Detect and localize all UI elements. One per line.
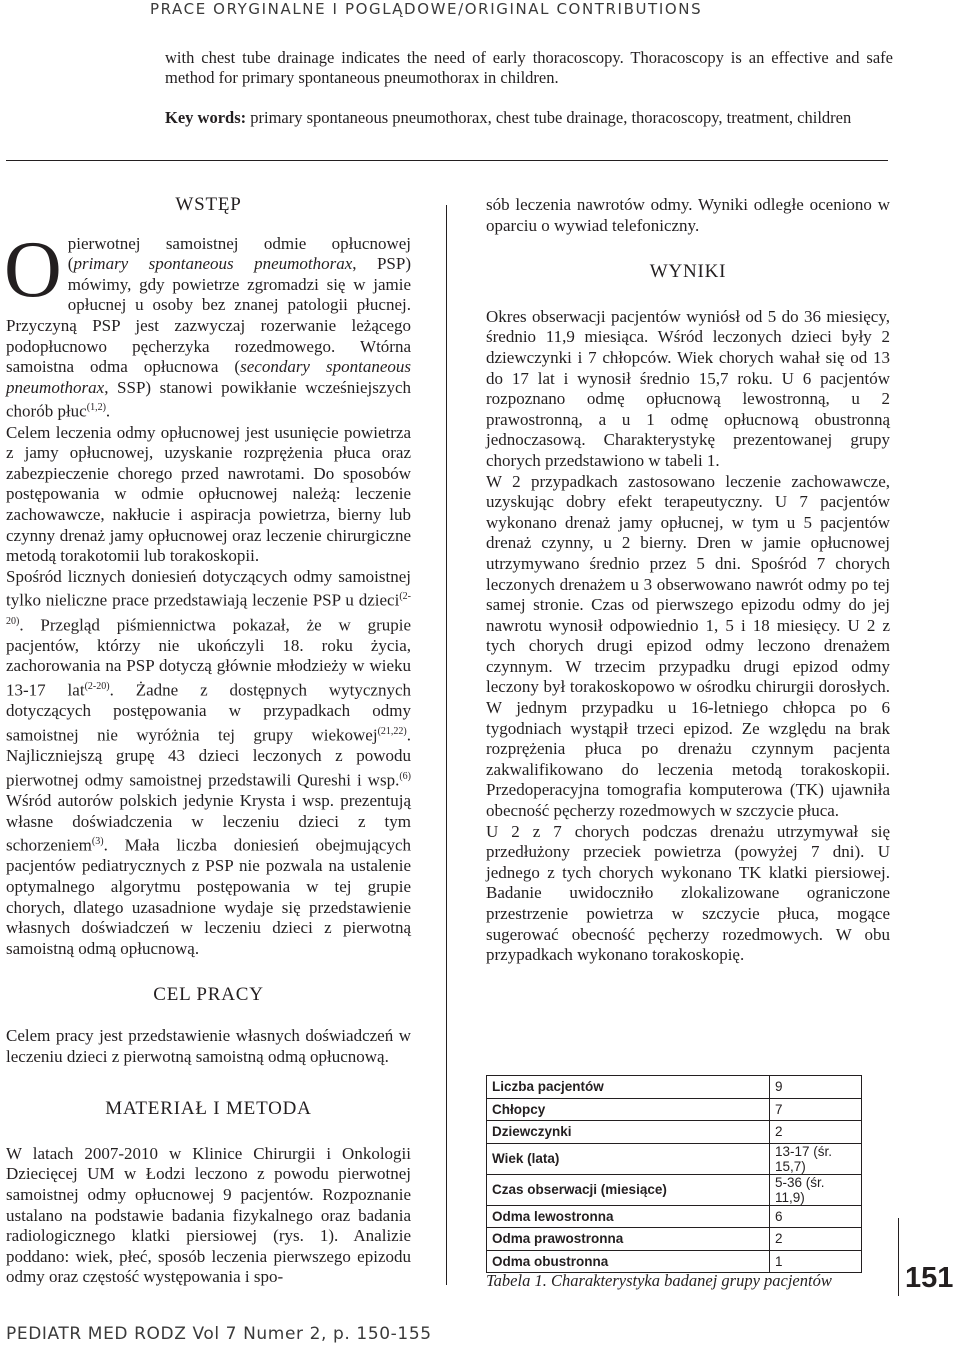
citation: (2-20) xyxy=(84,681,110,693)
table-row-label: Czas obserwacji (miesiące) xyxy=(487,1174,770,1205)
methods-paragraph: W latach 2007-2010 w Klinice Chirurgii i Onkologii Dziecięcej UM w Łodzi leczono z powodu pierwotnej samoistnej odmy opłucnowej 9 pacjentów. Rozpoznanie ustalano na podstawie badania fizykalnego oraz badania radiologicznego klatki piersiowej (rys. 1). Analizie poddano: wiek, płeć, sposób leczenia pierwszego epizodu odmy oraz częstość występowania i spo- xyxy=(6,1143,411,1287)
citation: (6) xyxy=(399,770,411,782)
table-row-value: 5-36 (śr. 11,9) xyxy=(770,1174,862,1205)
intro-paragraph-2: Celem leczenia odmy opłucnowej jest usunięcie powietrza z jamy opłucnowej, uzyskanie rozprężenia płuca oraz zabezpieczenie chorego przed nawrotami. Do sposobów postępowania w odmie opłucnowej należą: leczenie zachowawcze, nakłucie i aspiracja powietrza, bierny lub czynny drenaż jamy opłucnowej oraz leczenie chirurgiczne metodą torakotomii lub torakoskopii. xyxy=(6,422,411,566)
table-row xyxy=(487,1174,862,1205)
table-row xyxy=(487,1228,862,1251)
intro-text: pierwotnej samoistnej odmie opłucnowej ( xyxy=(67,233,411,274)
abstract-conclusion: with chest tube drainage indicates the need of early thoracoscopy. Thoracoscopy is an effective and safe method for primary spontaneous pneumothorax in children. xyxy=(165,48,893,87)
table-row-label: Liczba pacjentów xyxy=(487,1076,770,1099)
table-row xyxy=(487,1250,862,1273)
methods-heading: MATERIAŁ I METODA xyxy=(105,1098,312,1120)
table-row-label: Dziewczynki xyxy=(487,1121,770,1144)
horizontal-divider xyxy=(6,160,888,161)
table-row xyxy=(487,1098,862,1121)
table-row-label: Odma lewostronna xyxy=(487,1205,770,1228)
intro-text: , SSP) stanowi powikłanie wcześniejszych chorób płuc xyxy=(6,377,411,421)
table-row-value: 9 xyxy=(770,1076,862,1099)
table-row-label: Wiek (lata) xyxy=(487,1143,770,1174)
intro-term: primary spontaneous pneumothorax xyxy=(73,254,353,274)
intro-paragraph-1 xyxy=(4,225,412,423)
intro-text: . Najliczniejszą grupę 43 dzieci leczonych z powodu pierwotnej odmy samoistnej przedstawili Qureshi i wsp. xyxy=(6,725,411,790)
aim-paragraph: Celem pracy jest przedstawienie własnych doświadczeń w leczeniu dzieci z pierwotną samoistną odmą opłucnową. xyxy=(6,1025,411,1066)
table-row xyxy=(487,1121,862,1144)
table-row-value: 2 xyxy=(770,1228,862,1251)
column-divider xyxy=(446,205,447,1285)
citation: (21,22) xyxy=(377,725,407,737)
table-row-value: 13-17 (śr. 15,7) xyxy=(770,1143,862,1174)
intro-text: . Żadne z dostępnych wytycznych dotyczących postępowania w przypadkach odmy samoistnej nie wyróżnia tej grupy wiekowej xyxy=(6,680,411,745)
table-row-label: Odma prawostronna xyxy=(487,1228,770,1251)
patient-characteristics-table xyxy=(486,1075,862,1273)
table-row-value: 2 xyxy=(770,1121,862,1144)
running-footer: PEDIATR MED RODZ Vol 7 Numer 2, p. 150-155 xyxy=(6,1324,432,1344)
table-row xyxy=(487,1076,862,1099)
page-number: 151 xyxy=(905,1262,954,1294)
intro-text: Spośród licznych doniesień dotyczących odmy samoistnej tylko nieliczne prace przedstawiają leczenie PSP u dzieci xyxy=(6,566,411,610)
table-row-value: 6 xyxy=(770,1205,862,1228)
methods-continuation: sób leczenia nawrotów odmy. Wyniki odległe oceniono w oparciu o wywiad telefoniczny. xyxy=(486,195,890,235)
results-paragraph-2: W 2 przypadkach zastosowano leczenie zachowawcze, uzyskując dobry efekt terapeutyczny. U 7 pacjentów wykonano drenaż jamy opłucnej, w tym u 5 pacjentów drenaż czynny, u 2 bierny. Dren w jamie opłucnowej utrzymywano średnio przez 5 dni. Spośród 7 chorych leczonych drenażem u 3 obserwowano nawrót odmy po tej samej stronie. Czas od pierwszego epizodu odmy do jej nawrotu wynosił odpowiednio 1, 5 i 18 miesięcy. U 2 z tych chorych drugi epizod odmy leczono drenażem czynnym. W trzecim przypadku drugi epizod odmy leczony był torakoskopowo w ośrodku chirurgii dorosłych. W jednym przypadku u 16-letniego chłopca po 6 tygodniach wystąpił trzeci epizod. Ze względu na brak rozprężenia płuca po drenażu czynnym pacjenta zakwalifikowano do leczenia metodą torakoskopii. Przedoperacyjna tomografia komputerowa (TK) ujawniła obecność pęcherzy rozedmowych w szczycie płuca. xyxy=(486,471,890,821)
table-caption: Tabela 1. Charakterystyka badanej grupy pacjentów xyxy=(486,1271,832,1290)
results-heading: WYNIKI xyxy=(649,261,727,283)
intro-text: . Mała liczba doniesień obejmujących pacjentów pediatrycznych z PSP nie pozwala na ustalenie optymalnego algorytmu postępowania w tej grupie chorych, dlatego uzasadnione wydaje się przedstawienie własnych doświadczeń w leczeniu dzieci z pierwotną samoistną odmą opłucnową. xyxy=(6,835,411,958)
keywords-text: primary spontaneous pneumothorax, chest tube drainage, thoracoscopy, treatment, children xyxy=(246,108,852,127)
results-paragraph-1: Okres obserwacji pacjentów wyniósł od 5 do 36 miesięcy, średnio 11,9 miesiąca. Wśród leczonych dzieci były 2 dziewczynki i 7 chłopców. Wiek chorych wahał się od 13 do 17 lat i wynosił średnio 15,7 roku. U 6 pacjentów rozpoznano odmę opłucnową lewostronną, u 2 prawostronną, a u 1 odmę opłucnową obustronną jednoczasową. Charakterystykę prezentowanej grupy chorych przedstawiono w tabeli 1. xyxy=(486,306,890,470)
intro-term: secondary spontaneous pneumothorax xyxy=(6,357,412,397)
dropcap-letter: O xyxy=(4,225,62,314)
left-column xyxy=(6,195,411,1288)
table-row-value: 7 xyxy=(770,1098,862,1121)
intro-paragraph-3 xyxy=(6,567,411,960)
table-row xyxy=(487,1143,862,1174)
citation: (3) xyxy=(91,836,104,848)
citation: (1,2) xyxy=(86,402,106,414)
results-paragraph-3: U 2 z 7 chorych podczas drenażu utrzymywał się przedłużony przeciek powietrza (powyżej 7 dni). U jednego z tych chorych wykonano TK klatki piersiowej. Badanie uwidoczniło zlokalizowane ograniczone przestrzenie powietrza w szczycie płuca, mogące sugerować obecność pęcherzy rozedmowych. W obu przypadkach wykonano torakoskopię. xyxy=(486,821,890,965)
intro-text: , PSP) mówimy, gdy powietrze zgromadzi się w jamie opłucnej u osoby bez znanej patologii płucnej. Przyczyną PSP jest zazwyczaj rozerwanie leżącego podopłucnowo pęcherzyka rozedmowego. Wtórna samoistna odma opłucnowa ( xyxy=(6,254,411,377)
aim-heading: CEL PRACY xyxy=(153,984,264,1006)
intro-text: Wśród autorów polskich jedynie Krysta i wsp. prezentują własne doświadczenia w leczeniu dzieci z tym schorzeniem xyxy=(6,790,411,855)
right-column xyxy=(486,195,890,966)
page-number-rule xyxy=(898,1218,899,1296)
intro-text: . Przegląd piśmiennictwa pokazał, że w grupie pacjentów, którzy nie ukończyli 18. roku życia, zachorowania na PSP dotyczą głównie młodzieży w wieku 13-17 lat xyxy=(6,615,411,700)
intro-text: . xyxy=(105,402,111,421)
citation: (2-20) xyxy=(6,591,411,627)
keywords xyxy=(165,108,893,128)
intro-heading: WSTĘP xyxy=(175,194,242,215)
keywords-label: Key words: xyxy=(165,108,247,127)
table-row-label: Chłopcy xyxy=(487,1098,770,1121)
table-row-value: 1 xyxy=(770,1250,862,1273)
running-header: PRACE ORYGINALNE I POGLĄDOWE/ORIGINAL CONTRIBUTIONS xyxy=(150,0,703,18)
table-row xyxy=(487,1205,862,1228)
table-row-label: Odma obustronna xyxy=(487,1250,770,1273)
